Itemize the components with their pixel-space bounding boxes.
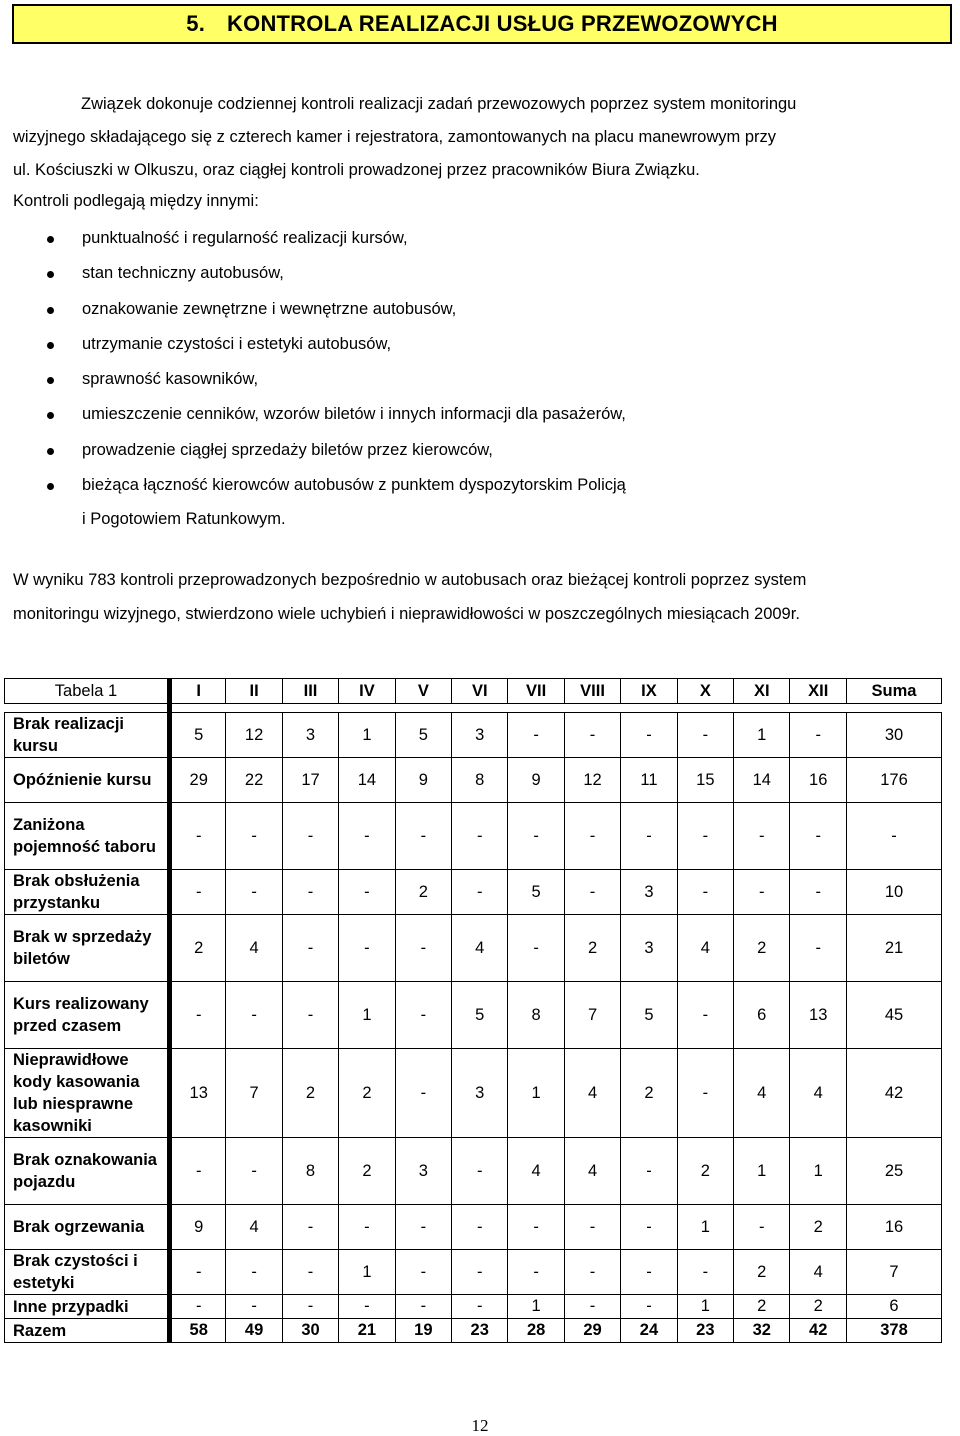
table-cell: - bbox=[677, 870, 733, 915]
table-cell: 24 bbox=[621, 1319, 677, 1343]
table-cell: 4 bbox=[564, 1049, 620, 1138]
table-cell: 23 bbox=[677, 1319, 733, 1343]
column-header: VII bbox=[508, 679, 564, 704]
table-cell: 2 bbox=[564, 915, 620, 982]
row-label: Zaniżona pojemność taboru bbox=[5, 803, 170, 870]
table-row bbox=[5, 1250, 942, 1295]
table-row bbox=[5, 1319, 942, 1343]
table-cell: 4 bbox=[226, 1205, 282, 1250]
table-cell: 4 bbox=[508, 1138, 564, 1205]
table-cell: 14 bbox=[734, 758, 790, 803]
table-cell: - bbox=[508, 803, 564, 870]
table-separator bbox=[5, 704, 942, 713]
table-cell: 6 bbox=[734, 982, 790, 1049]
table-cell: 3 bbox=[395, 1138, 451, 1205]
section-number: 5. bbox=[186, 11, 206, 36]
table-cell: 16 bbox=[847, 1205, 942, 1250]
table-cell: - bbox=[564, 1205, 620, 1250]
table-cell: 1 bbox=[508, 1049, 564, 1138]
table-cell: 1 bbox=[508, 1295, 564, 1319]
table-cell: 30 bbox=[847, 713, 942, 758]
bullet-icon bbox=[47, 377, 54, 384]
table-cell: - bbox=[621, 803, 677, 870]
row-label: Brak ogrzewania bbox=[5, 1205, 170, 1250]
table-cell: 9 bbox=[508, 758, 564, 803]
table-cell: - bbox=[452, 803, 508, 870]
table-cell: 1 bbox=[734, 1138, 790, 1205]
row-label: Razem bbox=[5, 1319, 170, 1343]
list-item: stan techniczny autobusów, bbox=[13, 256, 913, 291]
table-cell: 5 bbox=[508, 870, 564, 915]
table-row bbox=[5, 915, 942, 982]
table-row bbox=[5, 713, 942, 758]
table-cell: 2 bbox=[170, 915, 226, 982]
table-cell: 21 bbox=[847, 915, 942, 982]
table-cell: - bbox=[734, 870, 790, 915]
table-cell: - bbox=[677, 1250, 733, 1295]
table-cell: - bbox=[677, 803, 733, 870]
table-row bbox=[5, 982, 942, 1049]
table-cell: 2 bbox=[282, 1049, 338, 1138]
table-cell: - bbox=[282, 870, 338, 915]
table-cell: 42 bbox=[790, 1319, 847, 1343]
table-cell: 1 bbox=[339, 713, 395, 758]
table-cell: - bbox=[226, 870, 282, 915]
row-label: Brak realizacji kursu bbox=[5, 713, 170, 758]
table-cell: - bbox=[170, 1138, 226, 1205]
table-cell: 15 bbox=[677, 758, 733, 803]
row-label: Brak obsłużenia przystanku bbox=[5, 870, 170, 915]
table-cell: 14 bbox=[339, 758, 395, 803]
table-cell: - bbox=[226, 982, 282, 1049]
list-item: punktualność i regularność realizacji kursów, bbox=[13, 221, 913, 256]
table-cell: 29 bbox=[170, 758, 226, 803]
column-header: I bbox=[170, 679, 226, 704]
table-cell: - bbox=[621, 1205, 677, 1250]
table-cell: - bbox=[339, 803, 395, 870]
table-cell: 21 bbox=[339, 1319, 395, 1343]
table-cell: 12 bbox=[564, 758, 620, 803]
table-cell: - bbox=[339, 1295, 395, 1319]
table-cell: 4 bbox=[790, 1250, 847, 1295]
table-cell: - bbox=[170, 803, 226, 870]
table-caption: Tabela 1 bbox=[5, 679, 170, 704]
table-cell: - bbox=[170, 1250, 226, 1295]
table-cell: 2 bbox=[621, 1049, 677, 1138]
bullet-icon bbox=[47, 412, 54, 419]
table-cell: 4 bbox=[677, 915, 733, 982]
table-cell: 3 bbox=[452, 1049, 508, 1138]
table-cell: - bbox=[677, 982, 733, 1049]
column-header: IX bbox=[621, 679, 677, 704]
column-header: VI bbox=[452, 679, 508, 704]
intro-line-1: Związek dokonuje codziennej kontroli realizacji zadań przewozowych poprzez system monitoringu bbox=[81, 95, 797, 113]
page-number: 12 bbox=[471, 1416, 489, 1435]
table-cell: - bbox=[395, 1205, 451, 1250]
bullet-icon bbox=[47, 448, 54, 455]
bullet-icon bbox=[47, 342, 54, 349]
column-header: Suma bbox=[847, 679, 942, 704]
table-cell: 5 bbox=[395, 713, 451, 758]
row-label: Inne przypadki bbox=[5, 1295, 170, 1319]
table-cell: - bbox=[395, 1250, 451, 1295]
table-cell: 4 bbox=[452, 915, 508, 982]
table-cell: - bbox=[452, 1205, 508, 1250]
table-cell: 4 bbox=[790, 1049, 847, 1138]
table-cell: 9 bbox=[395, 758, 451, 803]
table-cell: - bbox=[790, 713, 847, 758]
table-cell: 58 bbox=[170, 1319, 226, 1343]
table-cell: 176 bbox=[847, 758, 942, 803]
table-cell: - bbox=[847, 803, 942, 870]
table-cell: 2 bbox=[734, 915, 790, 982]
table-cell: 6 bbox=[847, 1295, 942, 1319]
table-row bbox=[5, 1049, 942, 1138]
table-cell: - bbox=[508, 1205, 564, 1250]
list-item: bieżąca łączność kierowców autobusów z punktem dyspozytorskim Policją bbox=[13, 468, 913, 503]
table-cell: - bbox=[226, 1138, 282, 1205]
table-cell: 1 bbox=[677, 1295, 733, 1319]
table-cell: - bbox=[339, 870, 395, 915]
table-cell: 10 bbox=[847, 870, 942, 915]
table-cell: - bbox=[282, 982, 338, 1049]
table-cell: - bbox=[452, 1295, 508, 1319]
controls-list bbox=[13, 221, 913, 536]
table-cell: 3 bbox=[621, 915, 677, 982]
section-title: KONTROLA REALIZACJI USŁUG PRZEWOZOWYCH bbox=[227, 11, 778, 36]
row-label: Brak czystości i estetyki bbox=[5, 1250, 170, 1295]
table-cell: 16 bbox=[790, 758, 847, 803]
table-cell: 2 bbox=[790, 1205, 847, 1250]
table-cell: 11 bbox=[621, 758, 677, 803]
row-label: Brak w sprzedaży biletów bbox=[5, 915, 170, 982]
table-cell: - bbox=[790, 803, 847, 870]
table-cell: - bbox=[621, 1250, 677, 1295]
table-cell: 25 bbox=[847, 1138, 942, 1205]
table-cell: - bbox=[282, 1250, 338, 1295]
column-header: VIII bbox=[564, 679, 620, 704]
results-line-2: monitoringu wizyjnego, stwierdzono wiele uchybień i nieprawidłowości w poszczególnych miesiącach 2009r. bbox=[13, 605, 800, 623]
row-label: Kurs realizowany przed czasem bbox=[5, 982, 170, 1049]
table-cell: 5 bbox=[170, 713, 226, 758]
table-cell: 12 bbox=[226, 713, 282, 758]
table-cell: 4 bbox=[226, 915, 282, 982]
column-header: IV bbox=[339, 679, 395, 704]
table-cell: - bbox=[621, 1295, 677, 1319]
list-item: utrzymanie czystości i estetyki autobusów, bbox=[13, 327, 913, 362]
table-cell: 13 bbox=[170, 1049, 226, 1138]
table-cell: 28 bbox=[508, 1319, 564, 1343]
row-label: Opóźnienie kursu bbox=[5, 758, 170, 803]
results-paragraph bbox=[13, 563, 948, 631]
table-cell: 13 bbox=[790, 982, 847, 1049]
row-label: Nieprawidłowe kody kasowania lub niesprawne kasowniki bbox=[5, 1049, 170, 1138]
table-cell: 7 bbox=[847, 1250, 942, 1295]
table-cell: - bbox=[452, 1250, 508, 1295]
table-cell: 22 bbox=[226, 758, 282, 803]
list-item: umieszczenie cenników, wzorów biletów i innych informacji dla pasażerów, bbox=[13, 397, 913, 432]
table-cell: - bbox=[734, 803, 790, 870]
column-header: V bbox=[395, 679, 451, 704]
table-cell: 2 bbox=[339, 1138, 395, 1205]
section-heading bbox=[12, 4, 952, 44]
table-cell: 8 bbox=[508, 982, 564, 1049]
table-cell: 9 bbox=[170, 1205, 226, 1250]
intro-line-3: ul. Kościuszki w Olkuszu, oraz ciągłej kontroli prowadzonej przez pracowników Biura Związku. bbox=[13, 161, 700, 179]
violations-table bbox=[4, 678, 942, 1343]
table-cell: - bbox=[170, 1295, 226, 1319]
table-cell: 23 bbox=[452, 1319, 508, 1343]
table-cell: 1 bbox=[339, 982, 395, 1049]
table-cell: 29 bbox=[564, 1319, 620, 1343]
table-cell: 3 bbox=[452, 713, 508, 758]
table-cell: - bbox=[226, 1295, 282, 1319]
table-cell: - bbox=[564, 1295, 620, 1319]
table-cell: - bbox=[170, 870, 226, 915]
table-cell: - bbox=[508, 915, 564, 982]
table-row bbox=[5, 1205, 942, 1250]
table-cell: 42 bbox=[847, 1049, 942, 1138]
table-cell: 2 bbox=[339, 1049, 395, 1138]
table-cell: - bbox=[564, 870, 620, 915]
intro-paragraph bbox=[13, 88, 948, 187]
table-row bbox=[5, 870, 942, 915]
list-item-continuation: i Pogotowiem Ratunkowym. bbox=[82, 510, 286, 529]
bullet-icon bbox=[47, 271, 54, 278]
table-cell: 2 bbox=[395, 870, 451, 915]
table-cell: - bbox=[395, 1049, 451, 1138]
table-header-row bbox=[5, 679, 942, 704]
table-cell: - bbox=[790, 870, 847, 915]
table-cell: - bbox=[452, 870, 508, 915]
table-cell: 8 bbox=[452, 758, 508, 803]
table-cell: 2 bbox=[734, 1250, 790, 1295]
table-cell: - bbox=[395, 803, 451, 870]
table-cell: 3 bbox=[282, 713, 338, 758]
table-cell: 45 bbox=[847, 982, 942, 1049]
table-cell: 8 bbox=[282, 1138, 338, 1205]
table-cell: 378 bbox=[847, 1319, 942, 1343]
table-cell: 19 bbox=[395, 1319, 451, 1343]
table-cell: - bbox=[452, 1138, 508, 1205]
table-row bbox=[5, 1138, 942, 1205]
table-cell: - bbox=[282, 1205, 338, 1250]
table-cell: - bbox=[395, 982, 451, 1049]
table-cell: - bbox=[395, 915, 451, 982]
table-cell: 2 bbox=[790, 1295, 847, 1319]
table-cell: 4 bbox=[564, 1138, 620, 1205]
table-cell: 30 bbox=[282, 1319, 338, 1343]
results-line-1: W wyniku 783 kontroli przeprowadzonych bezpośrednio w autobusach oraz bieżącej kontroli poprzez system bbox=[13, 571, 807, 589]
table-cell: - bbox=[282, 1295, 338, 1319]
table-cell: - bbox=[395, 1295, 451, 1319]
table-cell: - bbox=[621, 1138, 677, 1205]
column-header: XII bbox=[790, 679, 847, 704]
column-header: II bbox=[226, 679, 282, 704]
table-cell: 2 bbox=[677, 1138, 733, 1205]
table-cell: - bbox=[564, 713, 620, 758]
table-cell: - bbox=[564, 1250, 620, 1295]
table-cell: 2 bbox=[734, 1295, 790, 1319]
table-cell: 49 bbox=[226, 1319, 282, 1343]
table-cell: 17 bbox=[282, 758, 338, 803]
table-cell: 5 bbox=[452, 982, 508, 1049]
table-row bbox=[5, 803, 942, 870]
table-cell: - bbox=[226, 803, 282, 870]
intro-line-2: wizyjnego składającego się z czterech kamer i rejestratora, zamontowanych na placu manewrowym przy bbox=[13, 128, 776, 146]
table-cell: - bbox=[564, 803, 620, 870]
table-cell: - bbox=[621, 713, 677, 758]
table-cell: 1 bbox=[790, 1138, 847, 1205]
column-header: III bbox=[282, 679, 338, 704]
bullet-icon bbox=[47, 483, 54, 490]
table-cell: 5 bbox=[621, 982, 677, 1049]
table-cell: 1 bbox=[339, 1250, 395, 1295]
table-cell: - bbox=[508, 713, 564, 758]
table-row bbox=[5, 758, 942, 803]
column-header: X bbox=[677, 679, 733, 704]
table-cell: - bbox=[282, 803, 338, 870]
column-header: XI bbox=[734, 679, 790, 704]
list-item: oznakowanie zewnętrzne i wewnętrzne autobusów, bbox=[13, 292, 913, 327]
table-cell: - bbox=[734, 1205, 790, 1250]
bullet-icon bbox=[47, 236, 54, 243]
table-row bbox=[5, 1295, 942, 1319]
table-cell: 7 bbox=[564, 982, 620, 1049]
table-cell: 4 bbox=[734, 1049, 790, 1138]
table-cell: - bbox=[677, 1049, 733, 1138]
table-cell: - bbox=[339, 1205, 395, 1250]
table-cell: - bbox=[282, 915, 338, 982]
row-label: Brak oznakowania pojazdu bbox=[5, 1138, 170, 1205]
table-cell: - bbox=[170, 982, 226, 1049]
table-cell: - bbox=[508, 1250, 564, 1295]
controls-lead: Kontroli podlegają między innymi: bbox=[13, 192, 259, 210]
table-cell: 32 bbox=[734, 1319, 790, 1343]
bullet-icon bbox=[47, 307, 54, 314]
table-cell: 7 bbox=[226, 1049, 282, 1138]
table-cell: - bbox=[226, 1250, 282, 1295]
list-item: sprawność kasowników, bbox=[13, 362, 913, 397]
list-item: prowadzenie ciągłej sprzedaży biletów przez kierowców, bbox=[13, 433, 913, 468]
table-cell: - bbox=[339, 915, 395, 982]
table-cell: 3 bbox=[621, 870, 677, 915]
table-cell: 1 bbox=[677, 1205, 733, 1250]
table-cell: - bbox=[790, 915, 847, 982]
table-cell: 1 bbox=[734, 713, 790, 758]
table-cell: - bbox=[677, 713, 733, 758]
